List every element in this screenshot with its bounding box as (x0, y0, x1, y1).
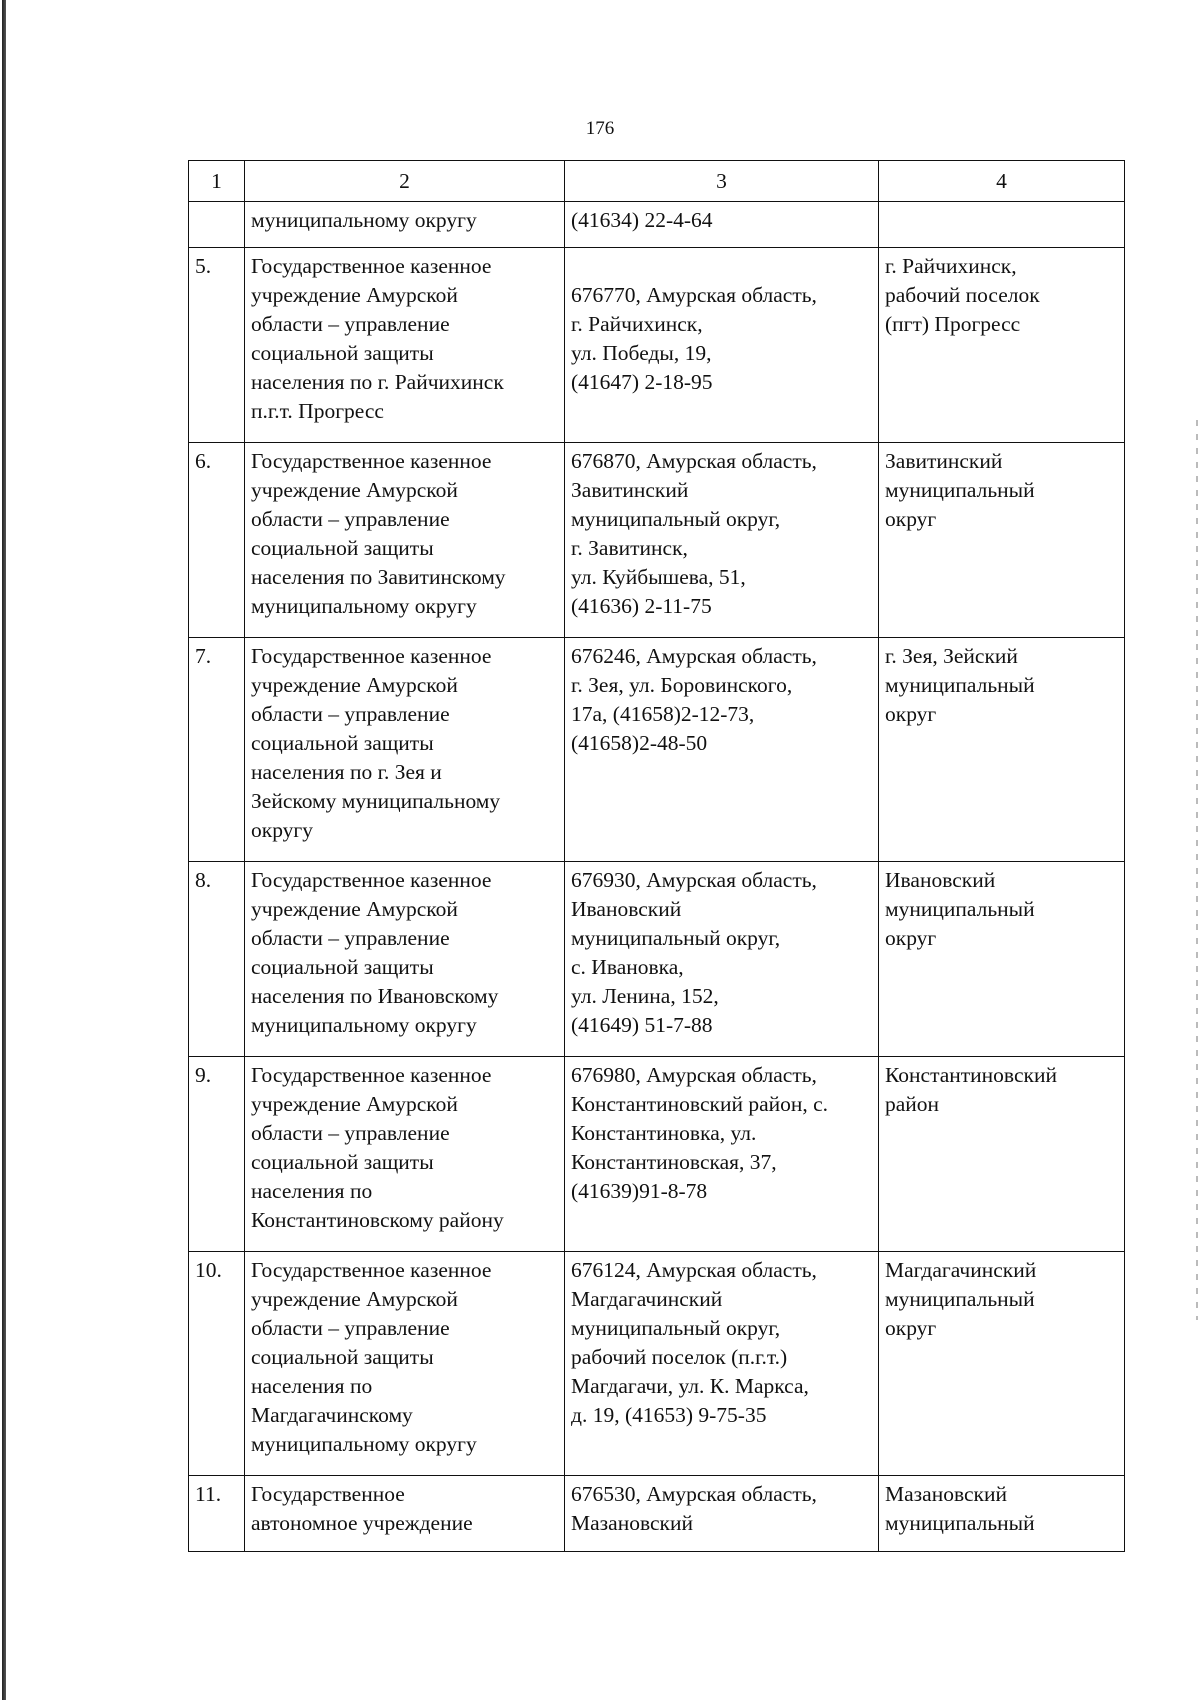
institution-address: 676930, Амурская область, Ивановский муниципальный округ, с. Ивановка, ул. Ленина, 152, (41649) 51-7-88 (565, 862, 879, 1057)
scan-edge-right (1196, 420, 1198, 1320)
table-row (189, 1252, 1125, 1476)
table-row (189, 202, 1125, 248)
row-number: 10. (189, 1252, 245, 1476)
row-number: 8. (189, 862, 245, 1057)
table-header-row (189, 161, 1125, 202)
institution-address: (41634) 22-4-64 (565, 202, 879, 248)
service-territory: Ивановский муниципальный округ (879, 862, 1125, 1057)
institution-address: 676770, Амурская область, г. Райчихинск, ул. Победы, 19, (41647) 2-18-95 (565, 248, 879, 443)
service-territory: Мазановский муниципальный (879, 1476, 1125, 1552)
table-row (189, 638, 1125, 862)
table-row (189, 1057, 1125, 1252)
row-number: 7. (189, 638, 245, 862)
institution-name: Государственное автономное учреждение (245, 1476, 565, 1552)
table-row (189, 1476, 1125, 1552)
page-number: 176 (585, 118, 615, 139)
row-number (189, 202, 245, 248)
service-territory (879, 202, 1125, 248)
row-number: 5. (189, 248, 245, 443)
header-cell-1: 1 (189, 161, 245, 202)
row-number: 9. (189, 1057, 245, 1252)
institution-address: 676980, Амурская область, Константиновский район, с. Константиновка, ул. Константиновская, 37, (41639)91-8-78 (565, 1057, 879, 1252)
row-number: 11. (189, 1476, 245, 1552)
institution-address: 676530, Амурская область, Мазановский (565, 1476, 879, 1552)
header-cell-2: 2 (245, 161, 565, 202)
service-territory: г. Зея, Зейский муниципальный округ (879, 638, 1125, 862)
institution-name: Государственное казенное учреждение Амурской области – управление социальной защиты населения по Константиновскому району (245, 1057, 565, 1252)
institution-name: Государственное казенное учреждение Амурской области – управление социальной защиты населения по г. Райчихинск п.г.т. Прогресс (245, 248, 565, 443)
institution-address: 676246, Амурская область, г. Зея, ул. Боровинского, 17а, (41658)2-12-73, (41658)2-48-50 (565, 638, 879, 862)
institution-name: Государственное казенное учреждение Амурской области – управление социальной защиты населения по г. Зея и Зейскому муниципальному округу (245, 638, 565, 862)
institution-name: Государственное казенное учреждение Амурской области – управление социальной защиты населения по Ивановскому муниципальному округу (245, 862, 565, 1057)
table-row (189, 443, 1125, 638)
service-territory: Завитинский муниципальный округ (879, 443, 1125, 638)
scan-edge-left (2, 0, 6, 1700)
table-row (189, 862, 1125, 1057)
service-territory: Константиновский район (879, 1057, 1125, 1252)
institution-name: Государственное казенное учреждение Амурской области – управление социальной защиты населения по Магдагачинскому муниципальному округу (245, 1252, 565, 1476)
institution-address: 676124, Амурская область, Магдагачинский муниципальный округ, рабочий поселок (п.г.т.) Магдагачи, ул. К. Маркса, д. 19, (41653) 9-75-35 (565, 1252, 879, 1476)
header-cell-4: 4 (879, 161, 1125, 202)
institution-name: Государственное казенное учреждение Амурской области – управление социальной защиты населения по Завитинскому муниципальному округу (245, 443, 565, 638)
institution-address: 676870, Амурская область, Завитинский муниципальный округ, г. Завитинск, ул. Куйбышева, 51, (41636) 2-11-75 (565, 443, 879, 638)
institutions-table (188, 160, 1125, 1552)
service-territory: г. Райчихинск, рабочий поселок (пгт) Прогресс (879, 248, 1125, 443)
table-row (189, 248, 1125, 443)
header-cell-3: 3 (565, 161, 879, 202)
service-territory: Магдагачинский муниципальный округ (879, 1252, 1125, 1476)
row-number: 6. (189, 443, 245, 638)
institution-name: муниципальному округу (245, 202, 565, 248)
